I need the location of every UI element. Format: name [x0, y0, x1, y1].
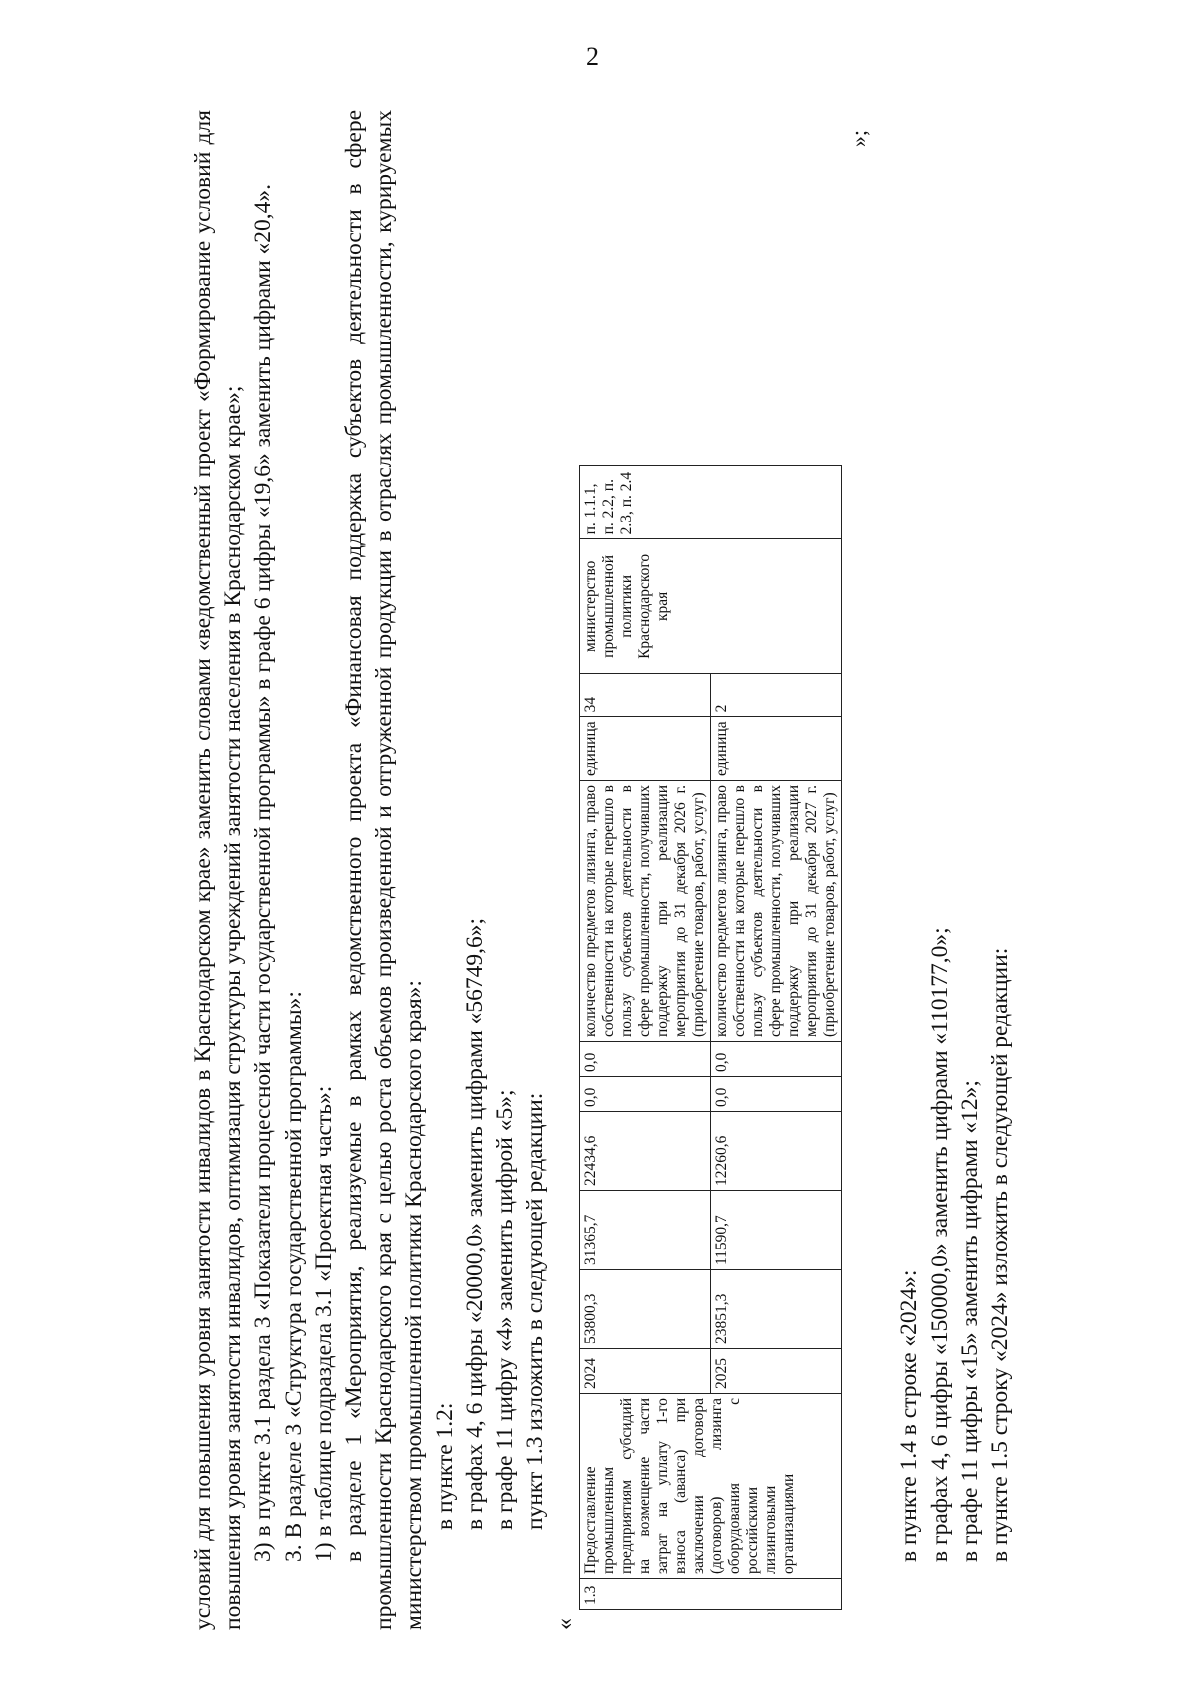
year-cell: 2024 [580, 1349, 711, 1394]
quote-open: « [552, 1618, 579, 1630]
references-cell: п. 1.1.1, п. 2.2, п. 2.3, п. 2.4 [580, 466, 842, 539]
page-number: 2 [586, 42, 599, 71]
quote-close: »; [846, 130, 872, 148]
value-cell: 11590,7 [711, 1191, 842, 1270]
paragraph-item-3: 3) в пункте 3.1 раздела 3 «Показатели процессной части государственной программы» в графе 6 цифры «19,6» заменить цифрами «20,4». [250, 183, 277, 1562]
measures-table [579, 465, 842, 1610]
value-cell: 0,0 [580, 1042, 711, 1077]
paragraph-point-1-4: в пункте 1.4 в строке «2024»: [896, 1269, 923, 1562]
paragraph-point-1-5: в пункте 1.5 строку «2024» изложить в следующей редакции: [987, 947, 1014, 1562]
total-cell: 23851,3 [711, 1270, 842, 1349]
value-cell: 12260,6 [711, 1112, 842, 1191]
value-cell: 0,0 [580, 1077, 711, 1112]
value-cell: 22434,6 [580, 1112, 711, 1191]
paragraph-intro-1: условий для повышения уровня занятости инвалидов в Краснодарском крае» заменить словами «ведомственный проект «Формирование условий для повышения уровня занятости инвалидов, оптимизация структуры учреждений занятости населения в Краснодарском крае»; [190, 110, 247, 1630]
unit-cell: единица [580, 717, 711, 781]
value-cell: 0,0 [711, 1077, 842, 1112]
paragraph-section-3: 3. В разделе 3 «Структура государственной программы»: [280, 991, 307, 1562]
paragraph-section-1: в разделе 1 «Мероприятия, реализуемые в рамках ведомственного проекта «Финансовая поддержка субъектов деятельности в сфере промышленности Краснодарского края с целью роста объемов произведенной и отгруженной продукции в отраслях промышленности, курируемых министерством промышленной политики Краснодарского края»: [341, 110, 428, 1630]
quantity-cell: 34 [580, 674, 711, 717]
paragraph-point-1-3: пункт 1.3 изложить в следующей редакции: [522, 1092, 549, 1530]
tail-block [894, 110, 1015, 1630]
indicator-cell: количество предметов лизинга, право собственности на которые перешло в пользу субъектов деятельности в сфере промышленности, получивших поддержку при реализации мероприятия до 31 декабря 2027 г. (приобретение товаров, работ, услуг) [711, 781, 842, 1042]
value-cell: 31365,7 [580, 1191, 711, 1270]
year-cell: 2025 [711, 1349, 842, 1394]
indicator-cell: количество предметов лизинга, право собственности на которые перешло в пользу субъектов деятельности в сфере промышленности, получивших поддержку при реализации мероприятия до 31 декабря 2026 г. (приобретение товаров, работ, услуг) [580, 781, 711, 1042]
measure-description: Предоставление промышленным предприятиям субсидий на возмещение части затрат на уплату 1-го взноса (аванса) при заключении договора (договоров) лизинга оборудования с российскими лизинговыми организациями [580, 1394, 842, 1579]
quantity-cell: 2 [711, 674, 842, 717]
row-number: 1.3 [580, 1579, 842, 1610]
unit-cell: единица [711, 717, 842, 781]
value-cell: 0,0 [711, 1042, 842, 1077]
paragraph-columns-4-6: в графах 4, 6 цифры «20000,0» заменить цифрами «56749,6»; [461, 917, 488, 1530]
paragraph-column-11: в графе 11 цифру «4» заменить цифрой «5»; [492, 1089, 519, 1530]
executor-cell: министерство промышленной политики Краснодарского края [580, 539, 842, 674]
paragraph-subsection: 1) в таблице подраздела 3.1 «Проектная часть»: [310, 1085, 337, 1562]
total-cell: 53800,3 [580, 1270, 711, 1349]
paragraph-point-1-2: в пункте 1.2: [431, 1402, 458, 1530]
paragraph-columns-4-6-b: в графах 4, 6 цифры «150000,0» заменить цифрами «110177,0»; [926, 927, 953, 1562]
paragraph-column-11-b: в графе 11 цифры «15» заменить цифрами «12»; [956, 1080, 983, 1562]
rotated-content [188, 110, 1015, 1630]
table-row [580, 466, 711, 1610]
